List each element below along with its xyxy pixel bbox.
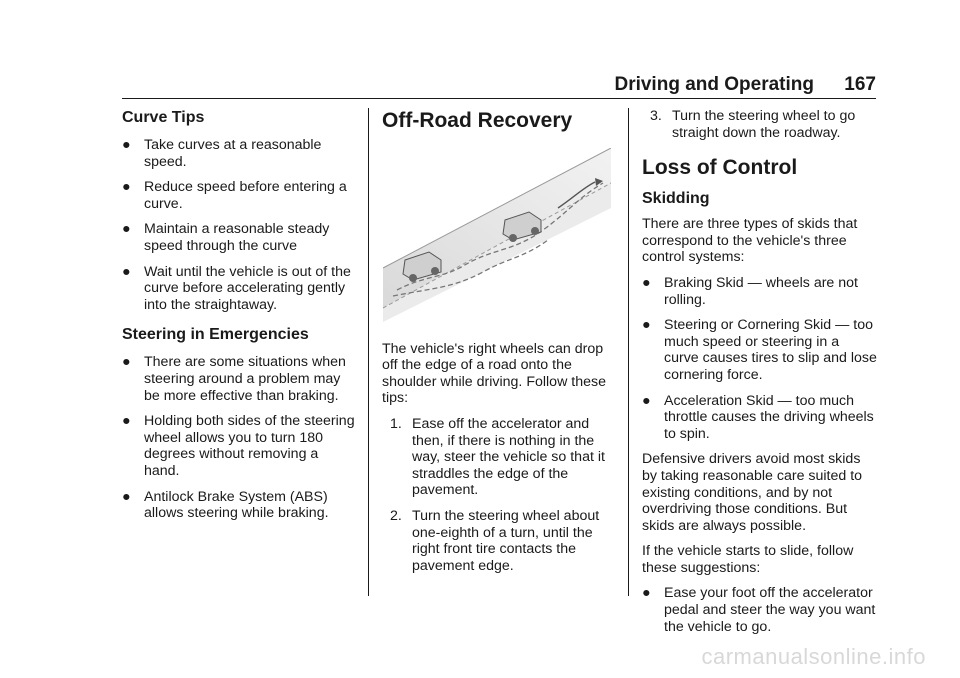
section-title: Driving and Operating: [614, 74, 814, 95]
header-rule: [122, 98, 876, 99]
bullet-icon: ●: [122, 137, 131, 153]
list-item: ● Braking Skid — wheels are not rolling.: [642, 274, 858, 308]
page-number: 167: [844, 74, 876, 95]
column-3: [642, 108, 877, 644]
list-item: ● Reduce speed before entering a curve.: [122, 179, 347, 212]
list-item: 1. Ease off the accelerator and then, if there is nothing in the way, steer the vehicle so that it straddles the edge of the pavement.: [390, 415, 605, 499]
bullet-icon: ●: [122, 488, 131, 505]
bullet-icon: ●: [122, 221, 131, 238]
list-item: ● Steering or Cornering Skid — too much speed or steering in a curve causes tires to slip and lose cornering force.: [642, 317, 877, 383]
skidding-intro: There are three types of skids that correspond to the vehicle's three control systems:: [642, 216, 858, 266]
list-item: ● There are some situations when steering around a problem may be more effective than braking.: [122, 354, 346, 404]
step-number: 3.: [650, 108, 662, 124]
bullet-icon: ●: [122, 179, 131, 196]
list-item: 3. Turn the steering wheel to go straight down the roadway.: [650, 108, 856, 141]
steering-emergencies-heading: Steering in Emergencies: [122, 326, 309, 344]
off-road-intro: The vehicle's right wheels can drop off the edge of a road onto the shoulder while driving. Follow these tips:: [382, 340, 606, 407]
list-item: ● Antilock Brake System (ABS) allows steering while braking.: [122, 488, 329, 522]
step-number: 1.: [390, 415, 402, 432]
bullet-icon: ●: [122, 413, 131, 430]
curve-tips-heading: Curve Tips: [122, 109, 205, 126]
page-header: [122, 74, 876, 98]
loss-of-control-heading: Loss of Control: [642, 156, 798, 180]
list-item: ● Holding both sides of the steering wheel allows you to turn 180 degrees without removing a hand.: [122, 413, 355, 479]
list-item: ● Ease your foot off the accelerator pedal and steer the way you want the vehicle to go.: [642, 585, 876, 635]
skidding-heading: Skidding: [642, 190, 710, 208]
off-road-recovery-heading: Off-Road Recovery: [382, 109, 573, 132]
paragraph: If the vehicle starts to slide, follow these suggestions:: [642, 543, 854, 576]
column-2: [382, 108, 617, 583]
paragraph: Defensive drivers avoid most skids by taking reasonable care suited to existing conditions, and by not overdriving those conditions. But skids are always possible.: [642, 451, 863, 534]
list-item: ● Acceleration Skid — too much throttle causes the driving wheels to spin.: [642, 392, 874, 442]
column-1: [122, 108, 357, 531]
step-number: 2.: [390, 507, 402, 524]
watermark: carmanualsonline.info: [701, 644, 926, 669]
bullet-icon: ●: [642, 392, 651, 409]
column-divider: [368, 108, 369, 596]
bullet-icon: ●: [642, 585, 651, 602]
list-item: ● Maintain a reasonable steady speed through the curve: [122, 221, 330, 254]
bullet-icon: ●: [642, 317, 651, 334]
column-divider: [628, 108, 629, 596]
bullet-icon: ●: [122, 354, 131, 371]
list-item: 2. Turn the steering wheel about one-eighth of a turn, until the right front tire contacts the pavement edge.: [390, 507, 600, 574]
off-road-recovery-illustration: [383, 148, 611, 322]
bullet-icon: ●: [642, 274, 651, 291]
list-item: ● Wait until the vehicle is out of the curve before accelerating gently into the straightaway.: [122, 263, 351, 313]
list-item: ● Take curves at a reasonable speed.: [122, 137, 322, 170]
bullet-icon: ●: [122, 263, 131, 280]
